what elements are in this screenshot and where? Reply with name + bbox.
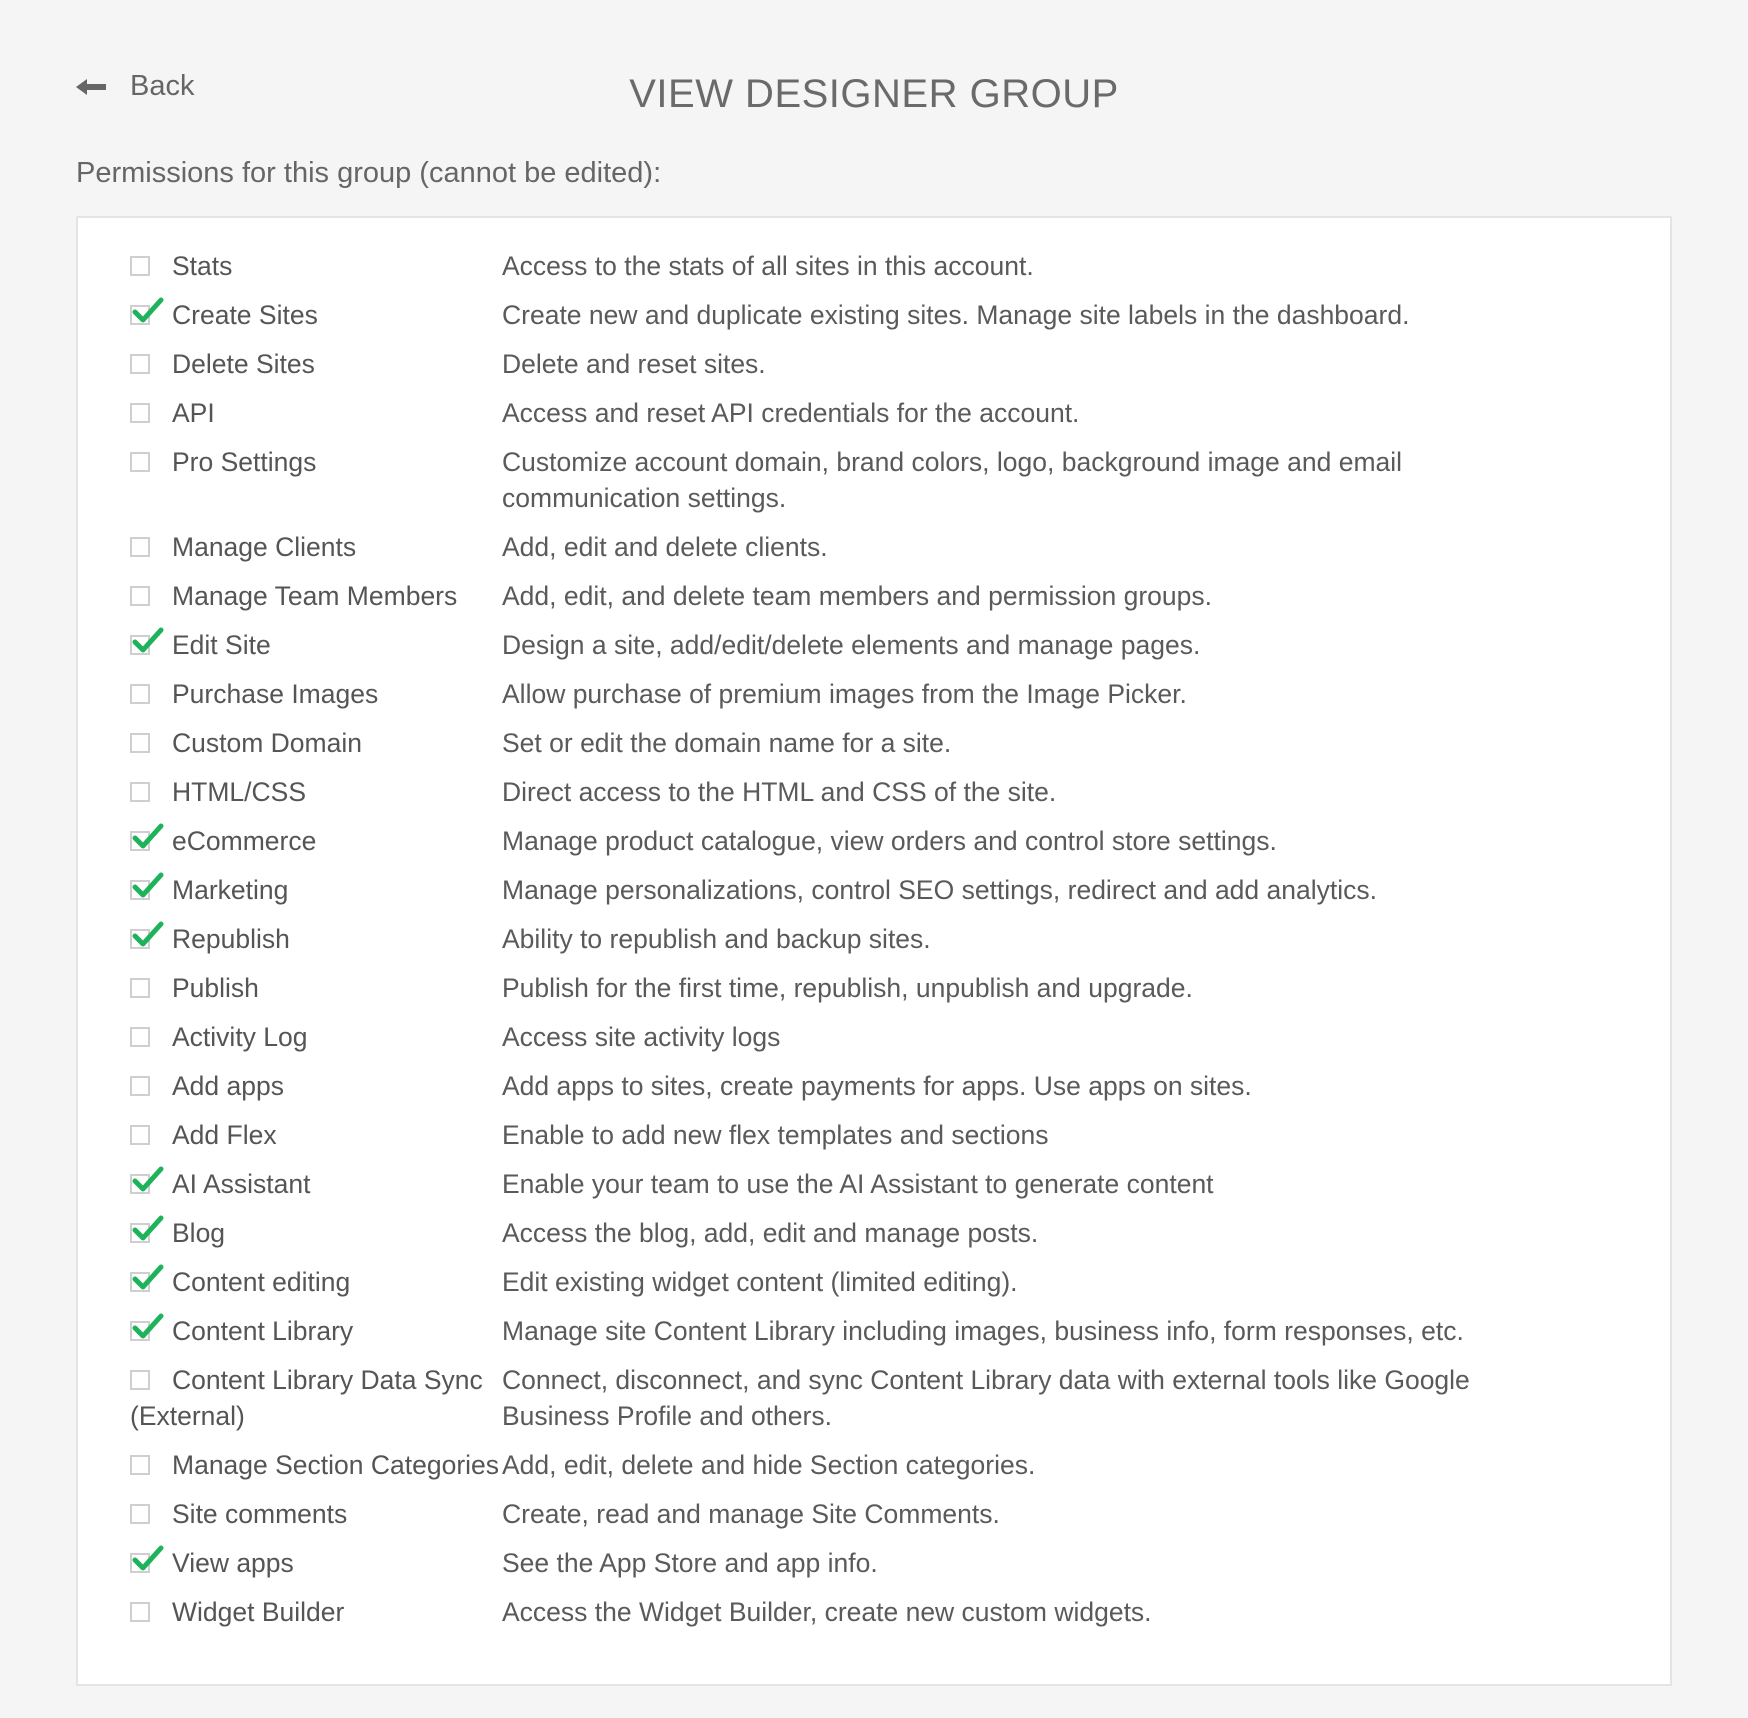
permission-name: Manage Clients <box>172 532 357 562</box>
permission-row <box>130 1215 1550 1251</box>
permission-description: Ability to republish and backup sites. <box>502 924 931 954</box>
permission-row <box>130 346 1550 382</box>
checkmark-icon <box>132 823 164 851</box>
permission-name: AI Assistant <box>172 1169 311 1199</box>
permission-row <box>130 1496 1550 1532</box>
permission-name-cell <box>130 823 502 859</box>
permission-name-cell <box>130 1264 502 1300</box>
permission-checkbox[interactable] <box>130 452 150 472</box>
permission-row <box>130 627 1550 663</box>
checkmark-icon <box>132 1215 164 1243</box>
checkmark-icon <box>132 1545 164 1573</box>
permission-name-cell <box>130 297 502 333</box>
permission-description: Publish for the first time, republish, unpublish and upgrade. <box>502 973 1193 1003</box>
checkmark-icon <box>132 1313 164 1341</box>
permission-name-cell <box>130 1313 502 1349</box>
checkmark-icon <box>132 1166 164 1194</box>
permission-description: Enable to add new flex templates and sections <box>502 1120 1049 1150</box>
permission-row <box>130 1545 1550 1581</box>
permission-checkbox[interactable] <box>130 1027 150 1047</box>
permission-row <box>130 1166 1550 1202</box>
permission-row <box>130 1264 1550 1300</box>
permission-description: Allow purchase of premium images from the Image Picker. <box>502 679 1187 709</box>
permission-name: Delete Sites <box>172 349 315 379</box>
permission-checkbox[interactable] <box>130 586 150 606</box>
permission-description: Access the Widget Builder, create new custom widgets. <box>502 1597 1152 1627</box>
permission-row <box>130 725 1550 761</box>
permission-checkbox[interactable] <box>130 537 150 557</box>
checkmark-icon <box>132 872 164 900</box>
permission-checkbox-checked[interactable] <box>130 1321 150 1341</box>
permission-checkbox[interactable] <box>130 1504 150 1524</box>
permission-name: Publish <box>172 973 259 1003</box>
permission-description: Manage site Content Library including images, business info, form responses, etc. <box>502 1316 1464 1346</box>
permission-name-cell <box>130 627 502 663</box>
permission-row <box>130 872 1550 908</box>
permission-row <box>130 297 1550 333</box>
permission-description: Access to the stats of all sites in this account. <box>502 251 1034 281</box>
permission-name: Stats <box>172 251 233 281</box>
permission-name-cell <box>130 921 502 957</box>
permission-name-cell <box>130 1594 502 1630</box>
permission-name: Widget Builder <box>172 1597 345 1627</box>
permission-description: Manage personalizations, control SEO settings, redirect and add analytics. <box>502 875 1377 905</box>
permission-name-cell <box>130 578 502 614</box>
permission-name-cell <box>130 872 502 908</box>
permission-description: See the App Store and app info. <box>502 1548 878 1578</box>
permission-name: Create Sites <box>172 300 318 330</box>
permission-checkbox[interactable] <box>130 256 150 276</box>
permission-name: Blog <box>172 1218 226 1248</box>
permission-checkbox[interactable] <box>130 1125 150 1145</box>
permission-checkbox-checked[interactable] <box>130 1553 150 1573</box>
permission-description: Manage product catalogue, view orders and control store settings. <box>502 826 1277 856</box>
permission-description: Customize account domain, brand colors, logo, background image and email communication settings. <box>502 447 1403 513</box>
permission-row <box>130 395 1550 431</box>
permission-row <box>130 1362 1550 1434</box>
permission-checkbox-checked[interactable] <box>130 929 150 949</box>
permission-checkbox-checked[interactable] <box>130 635 150 655</box>
permission-name: Activity Log <box>172 1022 308 1052</box>
permission-description: Add, edit, delete and hide Section categories. <box>502 1450 1036 1480</box>
permission-description: Add apps to sites, create payments for apps. Use apps on sites. <box>502 1071 1252 1101</box>
permission-description: Access the blog, add, edit and manage posts. <box>502 1218 1039 1248</box>
permission-description: Delete and reset sites. <box>502 349 766 379</box>
permissions-list <box>130 248 1550 1643</box>
permission-description: Add, edit, and delete team members and permission groups. <box>502 581 1213 611</box>
permission-row <box>130 823 1550 859</box>
permission-name: HTML/CSS <box>172 777 306 807</box>
permission-description: Direct access to the HTML and CSS of the site. <box>502 777 1057 807</box>
permission-name-cell <box>130 1117 502 1153</box>
permission-row <box>130 444 1550 516</box>
permission-name-cell <box>130 1068 502 1104</box>
permission-checkbox[interactable] <box>130 354 150 374</box>
page-title: VIEW DESIGNER GROUP <box>629 72 1119 116</box>
permission-checkbox[interactable] <box>130 978 150 998</box>
permission-checkbox-checked[interactable] <box>130 1272 150 1292</box>
permission-checkbox[interactable] <box>130 733 150 753</box>
permission-name: Content Library Data Sync (External) <box>130 1365 483 1431</box>
permission-description: Access and reset API credentials for the account. <box>502 398 1080 428</box>
checkmark-icon <box>132 627 164 655</box>
checkmark-icon <box>132 1264 164 1292</box>
permission-checkbox-checked[interactable] <box>130 1174 150 1194</box>
permission-name-cell <box>130 676 502 712</box>
permission-checkbox[interactable] <box>130 1370 150 1390</box>
permission-description: Design a site, add/edit/delete elements and manage pages. <box>502 630 1201 660</box>
permission-description: Enable your team to use the AI Assistant to generate content <box>502 1169 1214 1199</box>
permission-checkbox[interactable] <box>130 782 150 802</box>
permission-description: Edit existing widget content (limited editing). <box>502 1267 1018 1297</box>
permission-name-cell <box>130 1019 502 1055</box>
permission-row <box>130 1594 1550 1630</box>
permission-row <box>130 676 1550 712</box>
permission-row <box>130 1068 1550 1104</box>
permission-row <box>130 774 1550 810</box>
permission-checkbox[interactable] <box>130 403 150 423</box>
permission-row <box>130 1447 1550 1483</box>
permissions-subtitle: Permissions for this group (cannot be edited): <box>76 157 662 189</box>
permission-description: Create, read and manage Site Comments. <box>502 1499 1000 1529</box>
permission-checkbox[interactable] <box>130 1602 150 1622</box>
permission-checkbox-checked[interactable] <box>130 1223 150 1243</box>
permission-name: Manage Team Members <box>172 581 458 611</box>
permission-name: Edit Site <box>172 630 271 660</box>
permission-name-cell <box>130 248 502 284</box>
permission-name: Pro Settings <box>172 447 317 477</box>
permission-name: Content Library <box>172 1316 354 1346</box>
permission-checkbox[interactable] <box>130 684 150 704</box>
permission-name-cell <box>130 970 502 1006</box>
permission-name-cell <box>130 1362 502 1434</box>
permission-name-cell <box>130 1545 502 1581</box>
permission-checkbox[interactable] <box>130 1455 150 1475</box>
permission-description: Connect, disconnect, and sync Content Library data with external tools like Google Business Profile and others. <box>502 1365 1470 1431</box>
permission-name-cell <box>130 444 502 480</box>
permission-name-cell <box>130 346 502 382</box>
permission-row <box>130 578 1550 614</box>
permission-name: Add Flex <box>172 1120 277 1150</box>
permission-name-cell <box>130 725 502 761</box>
permission-row <box>130 1019 1550 1055</box>
permission-name-cell <box>130 1166 502 1202</box>
permission-name: Site comments <box>172 1499 348 1529</box>
permission-checkbox-checked[interactable] <box>130 831 150 851</box>
back-label: Back <box>130 70 195 102</box>
permission-description: Add, edit and delete clients. <box>502 532 828 562</box>
permission-description: Create new and duplicate existing sites. Manage site labels in the dashboard. <box>502 300 1410 330</box>
permission-checkbox-checked[interactable] <box>130 880 150 900</box>
permission-name: Manage Section Categories <box>172 1450 500 1480</box>
permission-name-cell <box>130 1215 502 1251</box>
permission-name: Add apps <box>172 1071 284 1101</box>
permission-row <box>130 1117 1550 1153</box>
permission-name-cell <box>130 774 502 810</box>
permission-name: Custom Domain <box>172 728 362 758</box>
permission-description: Access site activity logs <box>502 1022 781 1052</box>
permission-row <box>130 970 1550 1006</box>
permission-row <box>130 921 1550 957</box>
permissions-card <box>76 216 1672 1686</box>
checkmark-icon <box>132 297 164 325</box>
permission-row <box>130 248 1550 284</box>
permission-checkbox[interactable] <box>130 1076 150 1096</box>
permission-name: Republish <box>172 924 290 954</box>
permission-name: API <box>172 398 215 428</box>
permission-name: Content editing <box>172 1267 351 1297</box>
permission-name: View apps <box>172 1548 294 1578</box>
checkmark-icon <box>132 921 164 949</box>
permission-checkbox-checked[interactable] <box>130 305 150 325</box>
permission-row <box>130 529 1550 565</box>
permission-name-cell <box>130 395 502 431</box>
permission-name: eCommerce <box>172 826 317 856</box>
permission-name-cell <box>130 1447 502 1483</box>
permission-name-cell <box>130 529 502 565</box>
permission-name: Purchase Images <box>172 679 379 709</box>
permission-name-cell <box>130 1496 502 1532</box>
permission-name: Marketing <box>172 875 289 905</box>
permission-row <box>130 1313 1550 1349</box>
permission-description: Set or edit the domain name for a site. <box>502 728 952 758</box>
